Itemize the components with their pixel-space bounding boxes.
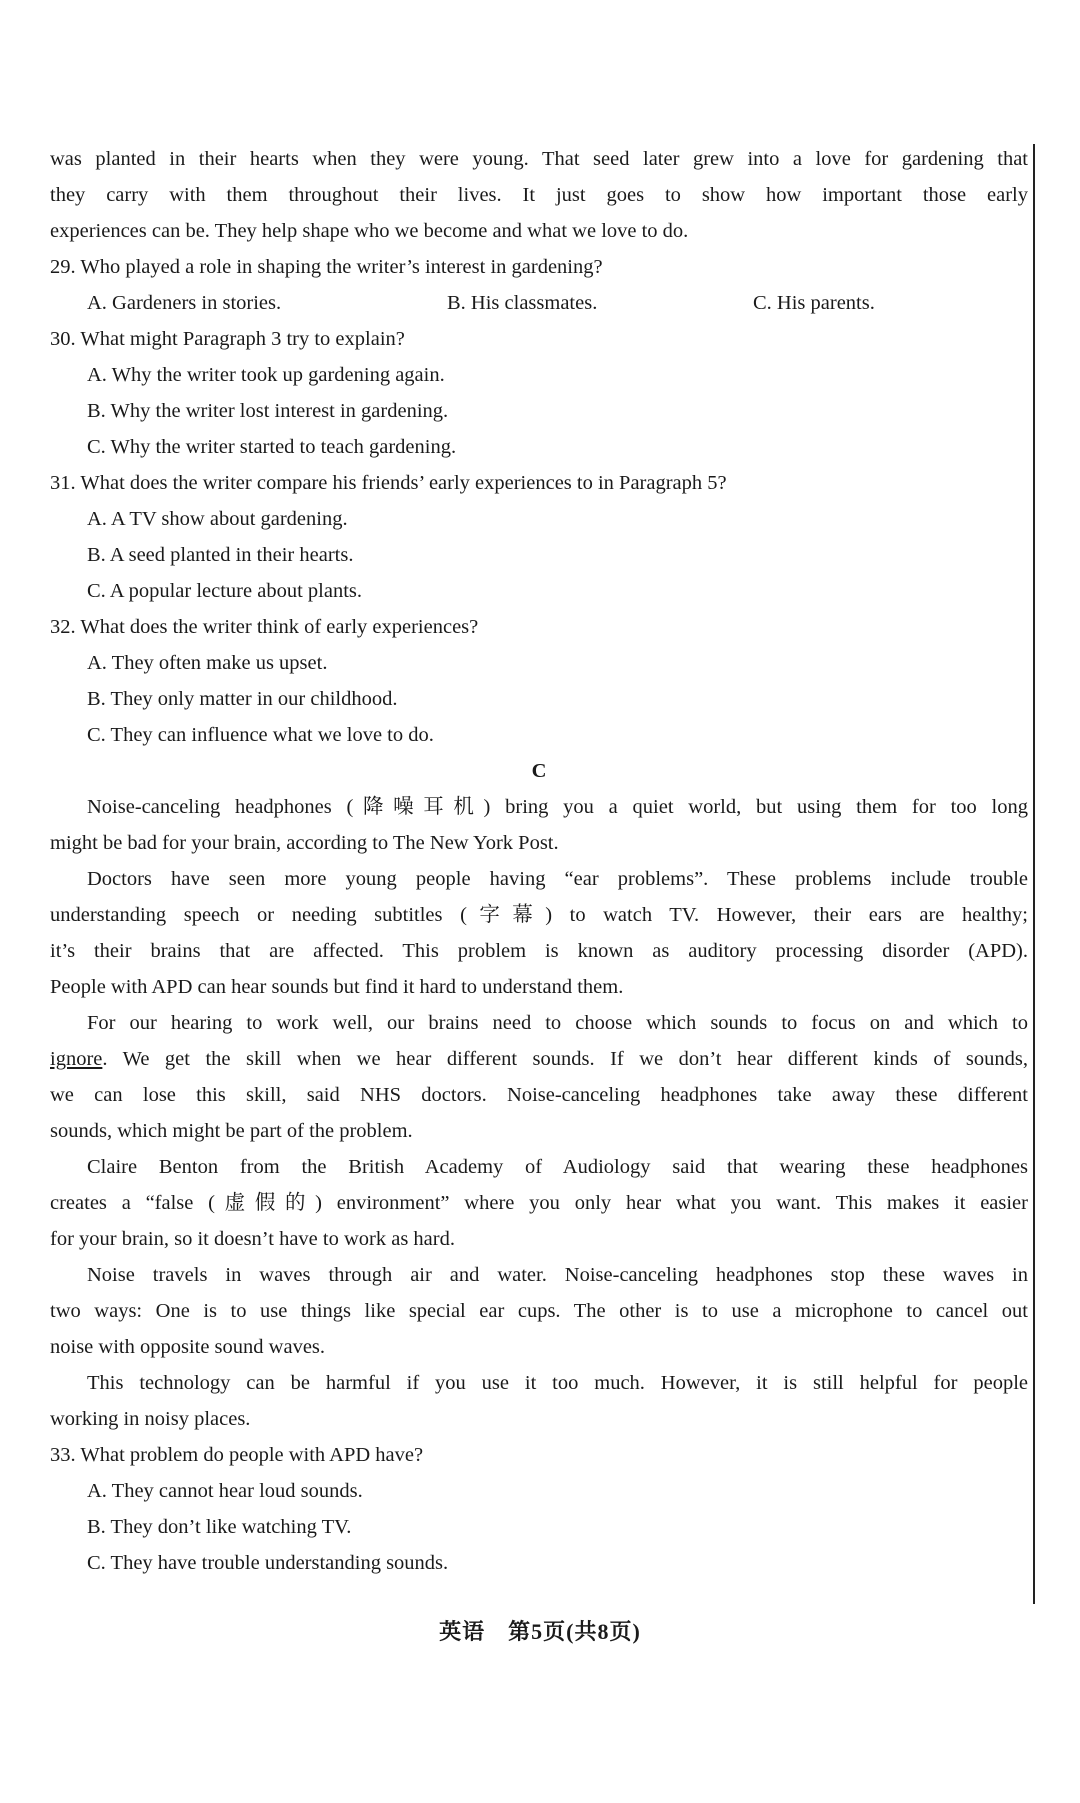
passage-line: For our hearing to work well, our brains need to choose which sounds to focus on and which to [87,1012,1028,1034]
answer-option: B. A seed planted in their hearts. [87,544,354,566]
passage-line: sounds, which might be part of the problem. [50,1120,413,1142]
page-footer: 英语 第5页(共8页) [439,1619,641,1644]
passage-line: Doctors have seen more young people having “ear problems”. These problems include trouble [87,868,1028,890]
passage-line [50,1041,1028,1077]
answer-option: C. They can influence what we love to do. [87,724,434,746]
answer-option: C. Why the writer started to teach gardening. [87,436,457,458]
options-row [50,285,1028,321]
question-stem: 33. What problem do people with APD have? [50,1444,424,1466]
passage-line: creates a “false (虚假的) environment” where you only hear what you want. This makes it easier [50,1192,1028,1214]
section-heading: C [531,760,547,782]
passage-line: two ways: One is to use things like special ear cups. The other is to use a microphone to cancel out [50,1300,1028,1322]
answer-option: A. They often make us upset. [87,652,328,674]
passage-line: it’s their brains that are affected. This problem is known as auditory processing disorder (APD). [50,940,1028,962]
passage-line: Claire Benton from the British Academy of Audiology said that wearing these headphones [87,1156,1028,1178]
answer-option: B. His classmates. [447,292,598,314]
question-stem: 31. What does the writer compare his friends’ early experiences to in Paragraph 5? [50,472,727,494]
passage-line: This technology can be harmful if you use it too much. However, it is still helpful for people [87,1372,1028,1394]
answer-option: A. Why the writer took up gardening again. [87,364,445,386]
answer-option: A. A TV show about gardening. [87,508,348,530]
margin-line [1033,144,1035,1604]
passage-line: Noise travels in waves through air and water. Noise-canceling headphones stop these waves in [87,1264,1028,1286]
passage-line: was planted in their hearts when they were young. That seed later grew into a love for gardening that [50,148,1028,170]
answer-option: A. Gardeners in stories. [87,292,282,314]
answer-option: B. They only matter in our childhood. [87,688,398,710]
passage-line: they carry with them throughout their lives. It just goes to show how important those early [50,184,1028,206]
passage-line: for your brain, so it doesn’t have to work as hard. [50,1228,455,1250]
passage-line: noise with opposite sound waves. [50,1336,326,1358]
answer-option: B. They don’t like watching TV. [87,1516,352,1538]
passage-line: Noise-canceling headphones (降噪耳机) bring you a quiet world, but using them for too long [87,796,1028,818]
answer-option: C. His parents. [753,292,875,314]
answer-option: C. They have trouble understanding sounds. [87,1552,449,1574]
line-rest: . We get the skill when we hear different sounds. If we don’t hear different kinds of sounds, [102,1048,1028,1070]
answer-option: A. They cannot hear loud sounds. [87,1480,363,1502]
underlined-word: ignore [50,1048,103,1070]
passage-line: understanding speech or needing subtitles (字幕) to watch TV. However, their ears are healthy; [50,904,1028,926]
question-stem: 30. What might Paragraph 3 try to explain? [50,328,405,350]
passage-line: People with APD can hear sounds but find it hard to understand them. [50,976,624,998]
passage-line: experiences can be. They help shape who we become and what we love to do. [50,220,689,242]
question-stem: 32. What does the writer think of early experiences? [50,616,479,638]
answer-option: B. Why the writer lost interest in gardening. [87,400,449,422]
passage-line: might be bad for your brain, according to The New York Post. [50,832,559,854]
question-stem: 29. Who played a role in shaping the writer’s interest in gardening? [50,256,603,278]
exam-page-content [50,141,1028,1581]
passage-line: we can lose this skill, said NHS doctors. Noise-canceling headphones take away these different [50,1084,1028,1106]
answer-option: C. A popular lecture about plants. [87,580,362,602]
passage-line: working in noisy places. [50,1408,251,1430]
